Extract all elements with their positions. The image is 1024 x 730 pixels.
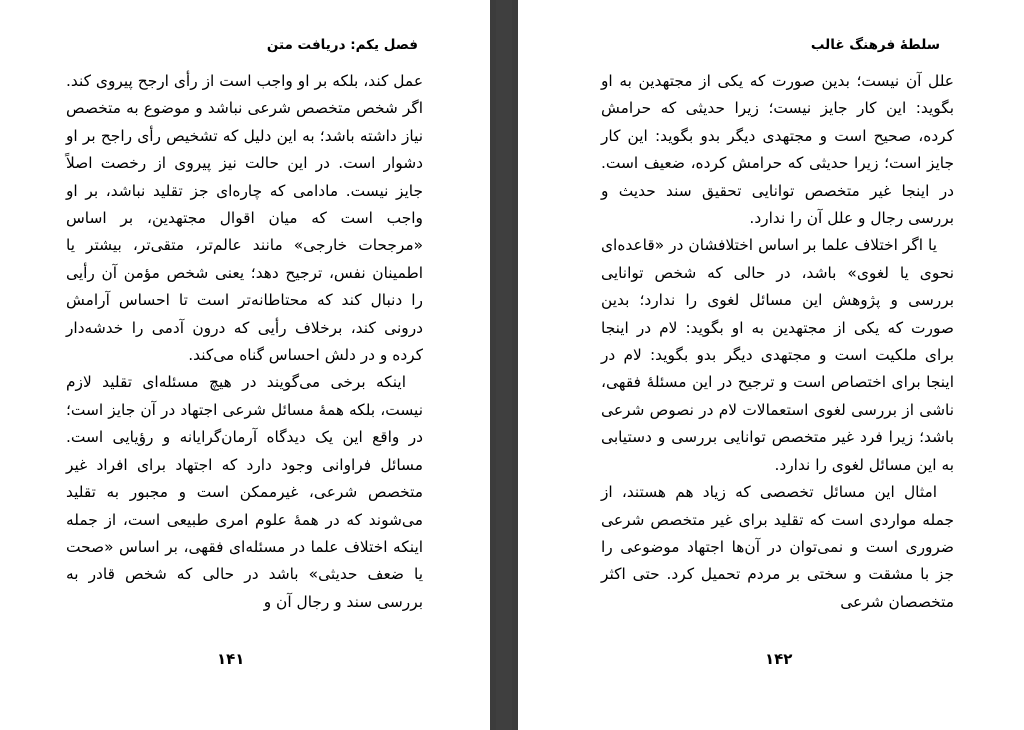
left-page xyxy=(0,0,490,730)
page-number-right: ۱۴۲ xyxy=(765,650,793,668)
paragraph: یا اگر اختلاف علما بر اساس اختلافشان در «قاعده‌ای نحوی یا لغوی» باشد، در حالی که شخص توانایی بررسی و پژوهش این مسائل لغوی را ندارد؛ بدین صورت که یکی از مجتهدین به او بگوید: لام در اینجا برای ملکیت است و مجتهدی دیگر بدو بگوید: لام در اینجا برای اختصاص است و ترجیح در این مسئلهٔ فقهی، ناشی از بررسی لغوی استعمالات لام در نصوص شرعی باشد؛ زیرا فرد غیر متخصص توانایی بررسی و دستیابی به این مسائل لغوی را ندارد. xyxy=(601,236,954,474)
paragraph: امثال این مسائل تخصصی که زیاد هم هستند، از جمله مواردی است که تقلید برای غیر متخصص شرعی ضروری است و نمی‌توان در آن‌ها اجتهاد موضوعی را جز با مشقت و سختی بر مردم تحمیل کرد. حتی اکثر متخصصان شرعی xyxy=(601,483,954,611)
right-page xyxy=(518,0,1024,730)
running-head-left: فصل یکم: دریافت متن xyxy=(266,37,418,53)
paragraph: علل آن نیست؛ بدین صورت که یکی از مجتهدین به او بگوید: این کار جایز نیست؛ زیرا حدیثی که حرامش کرده، صحیح است و مجتهدی دیگر بدو بگوید: این کار جایز است؛ زیرا حدیثی که حرامش کرده، ضعیف است. در اینجا غیر متخصص توانایی تحقیق سند حدیث و بررسی رجال و علل آن را ندارد. xyxy=(601,72,954,228)
paragraph: اینکه برخی می‌گویند در هیچ مسئله‌ای تقلید لازم نیست، بلکه همهٔ مسائل شرعی اجتهاد در آن جایز است؛ در واقع این یک دیدگاه آرمان‌گرایانه و رؤیایی است. مسائل فراوانی وجود دارد که اجتهاد برای افراد غیر متخصص شرعی، غیرممکن است و مجبور به تقلید می‌شوند که در همهٔ علوم امری طبیعی است، از جمله اینکه اختلاف علما در مسئله‌ای فقهی، بر اساس «صحت یا ضعف حدیثی» باشد در حالی که شخص قادر به بررسی سند و رجال آن و xyxy=(66,373,423,611)
book-gutter xyxy=(490,0,518,730)
running-head-right: سلطهٔ فرهنگ غالب xyxy=(810,37,940,53)
page-number-left: ۱۴۱ xyxy=(217,650,245,668)
paragraph: عمل کند، بلکه بر او واجب است از رأی ارجح پیروی کند. اگر شخص متخصص شرعی نباشد و موضوع به متخصص نیاز داشته باشد؛ به این دلیل که تشخیص رأی راجح بر او دشوار است. در این حالت نیز پیروی از رخصت اصلاً جایز نیست. مادامی که چاره‌ای جز تقلید نباشد، بر او واجب است که میان اقوال مجتهدین، بر اساس «مرجحات خارجی» مانند عالم‌تر، متقی‌تر، بیشتر یا اطمینان نفس، ترجیح دهد؛ یعنی شخص مؤمن آن رأیی را دنبال کند که محتاطانه‌تر است تا احساس آرامش درونی کند، برخلاف رأیی که درون آدمی را خدشه‌دار کرده و در دلش احساس گناه می‌کند. xyxy=(66,72,423,365)
body-text-left xyxy=(66,68,423,616)
gutter-spine xyxy=(496,0,512,730)
body-text-right xyxy=(601,68,954,616)
